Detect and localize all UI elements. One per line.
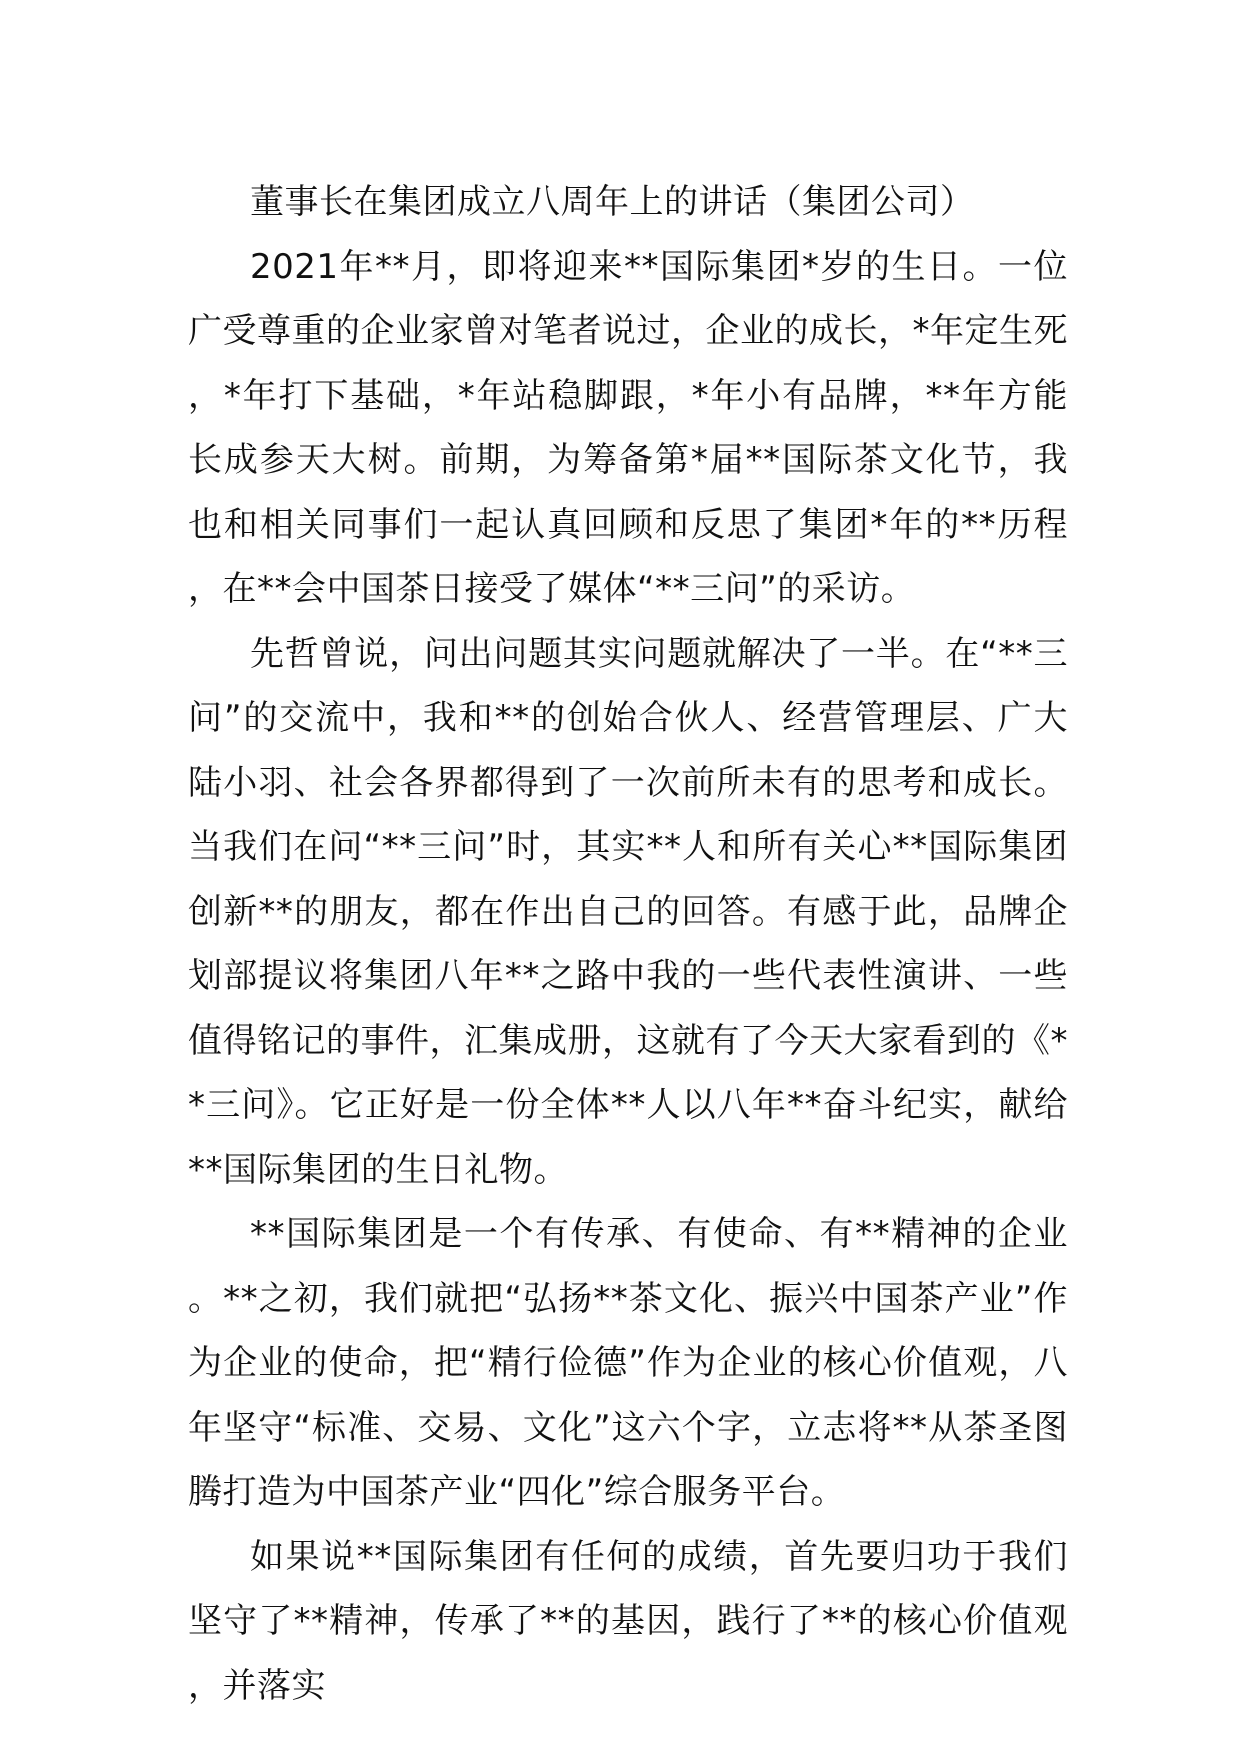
paragraph-1: 2021年**月，即将迎来**国际集团*岁的生日。一位广受尊重的企业家曾对笔者说过，企业的成长，*年定生死，*年打下基础，*年站稳脚跟，*年小有品牌，**年方能长成参天大树。前期，为筹备第*届**国际茶文化节，我也和相关同事们一起认真回顾和反思了集团*年的**历程，在**会中国茶日接受了媒体“**三问”的采访。 [188,246,1068,609]
paragraph-3: **国际集团是一个有传承、有使命、有**精神的企业。**之初，我们就把“弘扬**茶文化、振兴中国茶产业”作为企业的使命，把“精行俭德”作为企业的核心价值观，八年坚守“标准、交易、文化”这六个字，立志将**从茶圣图腾打造为中国茶产业“四化”综合服务平台。 [188,1214,1068,1512]
paragraph-2: 先哲曾说，问出问题其实问题就解决了一半。在“**三问”的交流中，我和**的创始合伙人、经营管理层、广大陆小羽、社会各界都得到了一次前所未有的思考和成长。当我们在问“**三问”时，其实**人和所有关心**国际集团创新**的朋友，都在作出自己的回答。有感于此，品牌企划部提议将集团八年**之路中我的一些代表性演讲、一些值得铭记的事件，汇集成册，这就有了今天大家看到的《**三问》。它正好是一份全体**人以八年**奋斗纪实，献给**国际集团的生日礼物。 [188,633,1068,1190]
document-title: 董事长在集团成立八周年上的讲话（集团公司） [250,182,975,222]
document-body [188,170,1068,1718]
paragraph-4: 如果说**国际集团有任何的成绩，首先要归功于我们坚守了**精神，传承了**的基因，践行了**的核心价值观，并落实 [188,1536,1068,1706]
